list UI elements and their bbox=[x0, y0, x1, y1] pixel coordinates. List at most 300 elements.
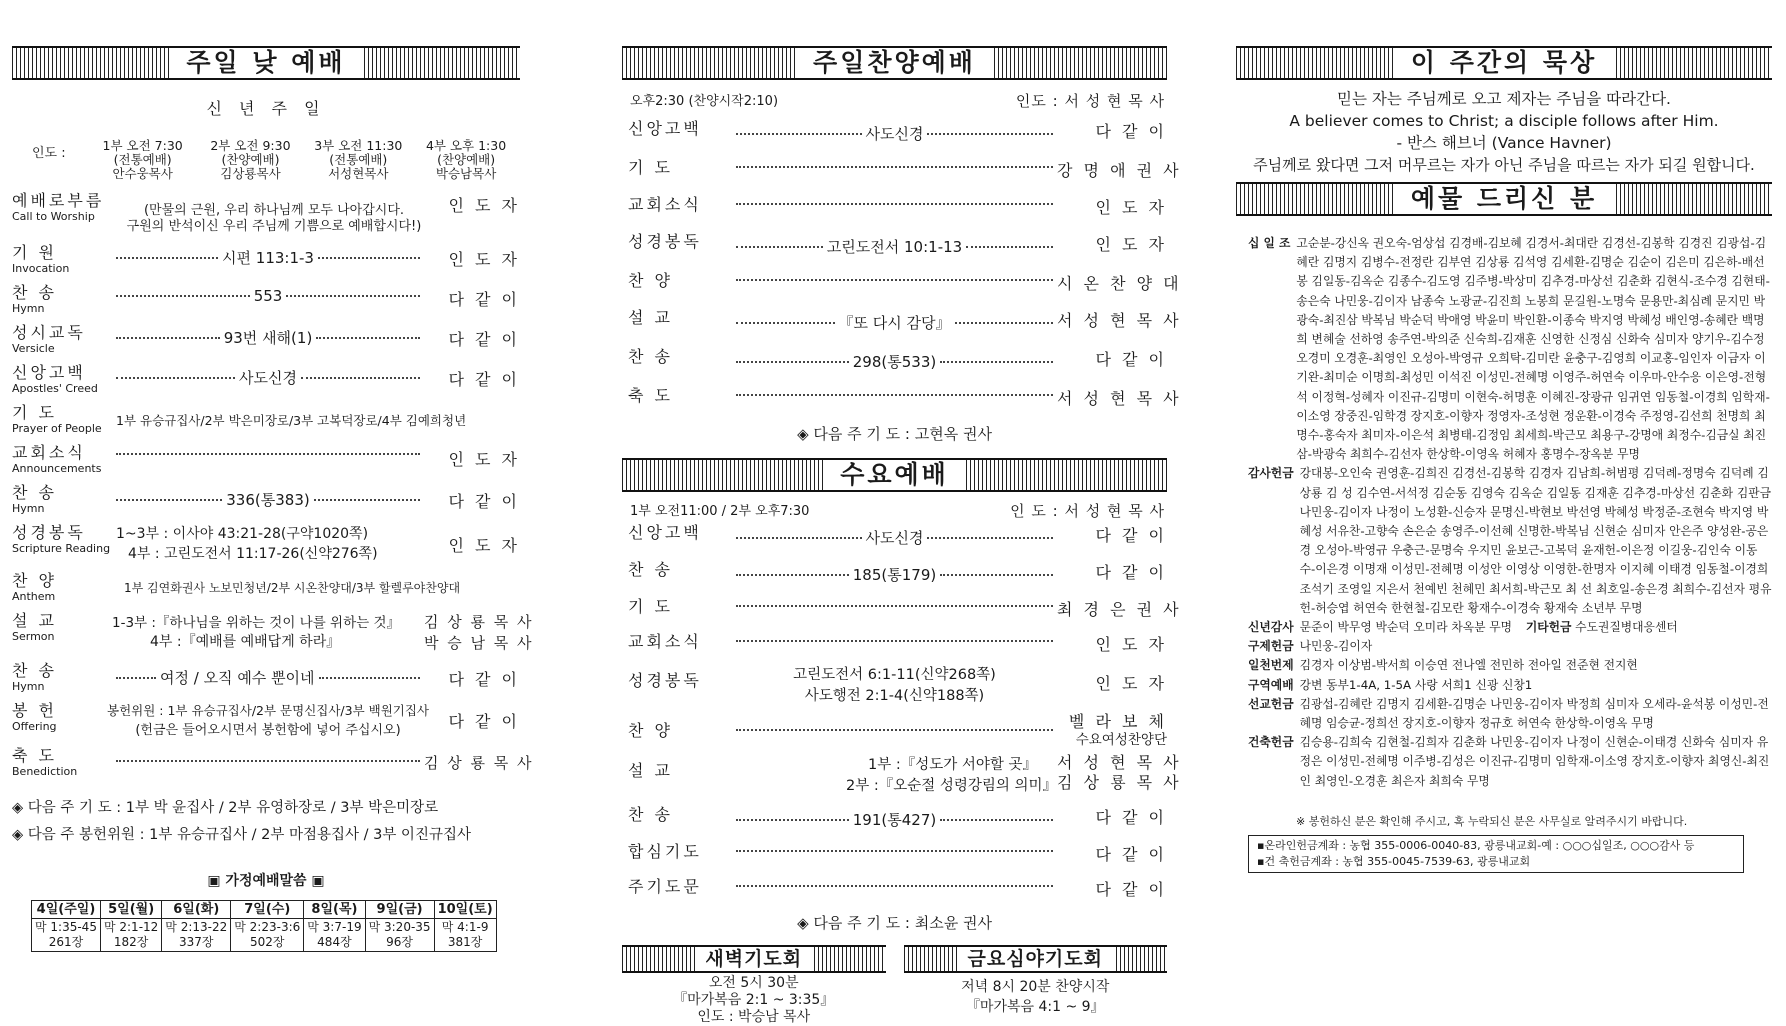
giving-tithe bbox=[1248, 234, 1772, 464]
order-name bbox=[12, 243, 112, 275]
order-en: Benediction bbox=[12, 765, 78, 778]
order-name bbox=[12, 746, 112, 778]
order-mid bbox=[732, 347, 1057, 372]
daily-content-row bbox=[32, 919, 497, 952]
service-4 bbox=[412, 139, 520, 181]
wed-order-9 bbox=[622, 877, 1167, 900]
leader-dots bbox=[927, 133, 1053, 135]
order-mid bbox=[732, 632, 1057, 642]
order-mid bbox=[732, 713, 1057, 731]
friday-line: 『마가복음 4:1 ~ 9』 bbox=[965, 999, 1105, 1015]
order-ko: 찬 송 bbox=[628, 805, 673, 824]
order-name bbox=[622, 597, 732, 617]
giving-label: 감사헌금 bbox=[1248, 466, 1294, 481]
giving-label: 선교헌금 bbox=[1248, 696, 1294, 711]
day-hymn: 182장 bbox=[113, 935, 149, 949]
order-name bbox=[12, 403, 116, 435]
order-leader: 인 도 자 bbox=[1095, 198, 1167, 217]
next-prayer-note: ◈ 다음 주 기 도 : 1부 박 윤집사 / 2부 유영하장로 / 3부 박은미장로 bbox=[12, 800, 439, 816]
giving-building bbox=[1248, 733, 1772, 791]
order-name bbox=[622, 158, 732, 178]
leader-dots bbox=[301, 377, 420, 379]
order-text: 1부 :『성도가 서야할 곳』 bbox=[868, 757, 1037, 773]
order-ko: 기 도 bbox=[12, 403, 57, 422]
service-type: (찬양예배) bbox=[437, 152, 496, 167]
day-header: 6일(화) bbox=[162, 901, 231, 919]
giving-newyear bbox=[1248, 618, 1772, 637]
praise-order-2 bbox=[622, 195, 1167, 218]
day-hymn: 337장 bbox=[179, 935, 214, 949]
order-leader: 다 같 이 bbox=[448, 712, 520, 731]
order-name bbox=[12, 363, 112, 395]
giving-label: 건축헌금 bbox=[1248, 735, 1294, 750]
praise-next-prayer: ◈ 다음 주 기 도 : 고현옥 권사 bbox=[797, 425, 992, 443]
wed-order-4 bbox=[622, 663, 1167, 705]
order-en: Announcements bbox=[12, 462, 102, 475]
order-ko: 설 교 bbox=[12, 611, 57, 630]
order-mid bbox=[116, 403, 520, 429]
dawn-line: 인도 : 박승남 목사 bbox=[697, 1009, 811, 1025]
service-leader: 김상룡목사 bbox=[220, 166, 281, 181]
order-leader: 김 상 룡 목 사 bbox=[424, 754, 534, 772]
order-leader: 서 성 현 목 사 bbox=[1057, 753, 1182, 772]
giving-label: 신년감사 bbox=[1248, 620, 1294, 635]
leader-dots bbox=[736, 729, 1053, 731]
day-cell bbox=[365, 919, 434, 952]
service-type: (전통예배) bbox=[329, 152, 388, 167]
order-leaders bbox=[1057, 753, 1182, 793]
giving-names: 김승용-김희숙 김현철-김희자 김춘화 나민웅-김이자 나정이 신현순-이태경 신화숙 심미자 유정은 이성민-전혜명 이주병-김성은 이진규-김명미 임학재-이소영 장지호-이향자 최영신-최진인 최영인-오경훈 최은자 최희숙 무명 bbox=[1299, 735, 1770, 788]
order-leader: 다 같 이 bbox=[448, 370, 520, 389]
order-mid bbox=[112, 283, 424, 305]
order-leader: 인 도 자 bbox=[448, 536, 520, 555]
praise-leader: 인도 : 서 성 현 목 사 bbox=[1015, 92, 1165, 110]
order-name bbox=[12, 283, 112, 315]
praise-info bbox=[630, 90, 1165, 111]
meditation-title: 이 주간의 묵상 bbox=[1395, 48, 1613, 78]
order-mid bbox=[112, 443, 424, 455]
service-officers bbox=[32, 139, 520, 181]
order-ko: 신앙고백 bbox=[12, 363, 86, 382]
order-leader: 다 같 이 bbox=[1095, 845, 1167, 864]
leader-dots bbox=[966, 246, 1053, 248]
leader-dots bbox=[116, 377, 235, 379]
wednesday-leader: 인 도 : 서 성 현 목 사 bbox=[1010, 502, 1165, 520]
order-invocation bbox=[12, 243, 520, 275]
order-name bbox=[622, 663, 732, 691]
leader-dots bbox=[940, 574, 1053, 576]
leader-dots bbox=[736, 819, 849, 821]
order-text: 고린도전서 6:1-11(신약268쪽) bbox=[793, 667, 996, 683]
order-ko: 합심기도 bbox=[628, 842, 702, 861]
order-ko: 찬 양 bbox=[628, 721, 673, 740]
daily-worship-title: ▣ 가정예배말씀 ▣ bbox=[207, 873, 325, 889]
daily-header-row bbox=[32, 901, 497, 919]
order-mid bbox=[112, 483, 424, 510]
wed-order-8 bbox=[622, 842, 1167, 865]
call-note-1: (만물의 근원, 우리 하나님께 모두 나아갑시다. bbox=[143, 203, 405, 218]
leader-dots bbox=[955, 322, 1054, 324]
order-en: Versicle bbox=[12, 342, 55, 355]
leader-dots bbox=[318, 257, 420, 259]
order-ko: 찬 송 bbox=[628, 560, 673, 579]
order-leader-2: 김 상 룡 목 사 bbox=[1057, 773, 1182, 792]
leader-dots bbox=[736, 279, 1053, 281]
order-mid bbox=[732, 195, 1057, 205]
praise-service-title: 주일찬양예배 bbox=[797, 48, 992, 78]
wednesday-service-title: 수요예배 bbox=[824, 460, 965, 490]
meditation-line: - 반스 해브너 (Vance Havner) bbox=[1396, 134, 1612, 152]
leader-dots bbox=[116, 760, 420, 762]
building-account: ▪건 축헌금계좌 : 농협 355-0045-7539-63, 광릉내교회 bbox=[1257, 854, 1531, 868]
bank-accounts bbox=[1248, 835, 1744, 873]
order-leader-2: 수요여성찬양단 bbox=[1075, 732, 1167, 748]
day-cell bbox=[434, 919, 496, 952]
giving-names: 강변 동부1-4A, 1-5A 사랑 서희1 신광 신창1 bbox=[1299, 677, 1533, 692]
order-leaders bbox=[1057, 713, 1167, 749]
leader-dots bbox=[736, 394, 1053, 396]
order-name bbox=[12, 191, 124, 223]
order-hymn-3 bbox=[12, 661, 520, 693]
day-header: 10일(토) bbox=[434, 901, 496, 919]
order-ko: 신앙고백 bbox=[628, 523, 702, 542]
praise-order-5 bbox=[622, 308, 1182, 333]
giving-header bbox=[1236, 182, 1772, 216]
giving-names-wrap bbox=[1300, 618, 1772, 637]
order-text: 고린도전서 10:1-13 bbox=[826, 238, 963, 256]
order-text: 시편 113:1-3 bbox=[222, 249, 314, 267]
order-name bbox=[622, 271, 732, 291]
order-name bbox=[12, 323, 112, 355]
wed-order-7 bbox=[622, 805, 1167, 830]
giving-names: 나민웅-김이자 bbox=[1299, 639, 1373, 654]
day-hymn: 381장 bbox=[447, 935, 483, 949]
friday-prayer-header bbox=[904, 945, 1168, 973]
order-name bbox=[622, 386, 732, 406]
order-name bbox=[622, 877, 732, 897]
meditation-header bbox=[1236, 46, 1772, 80]
order-mid bbox=[732, 805, 1057, 830]
order-leader: 서 성 현 목 사 bbox=[1057, 389, 1182, 408]
order-en: Hymn bbox=[12, 502, 45, 515]
day-header: 7일(수) bbox=[231, 901, 304, 919]
day-cell bbox=[162, 919, 231, 952]
wed-order-0 bbox=[622, 523, 1167, 548]
dawn-line: 『마가복음 2:1 ~ 3:35』 bbox=[673, 992, 835, 1008]
order-leader: 김 상 룡 목 사 bbox=[424, 613, 534, 631]
giving-thousand bbox=[1248, 656, 1772, 675]
order-ko: 주기도문 bbox=[628, 877, 702, 896]
giving-names: 고순분-강신옥 권오숙-엄상섭 김경배-김보혜 김경서-최대란 김경선-김봉학 김경진 김광섭-김혜란 김명지 김병수-전정란 김부연 김상룡 김석영 김세환-김명순 김순이 김은미 김은하-배선봉 김일동-김옥순 김종수-김도영 김주병-박상미 김추경-마상선 김춘화 김현식-조수경 김현태-송은숙 나민웅-김이자 남종숙 노광균-김진희 노봉희 문길원-노명숙 문용만-최심례 문지민 박광숙-최진삼 박복님 박순덕 박애영 박윤미 박인환-이종숙 박지영 박혜성 배인영-송혜란 백명희 변혜술 선하영 송주연-박의준 신숙희-김재훈 신영한 신정심 신화숙 심미자 양기우-김수정 오경미 오경훈-최영인 오성아-박영규 오희탁-김미란 윤충구-김영희 이교홍-임인자 이금자 이기완-최미순 이명희-최성민 이석진 이성민-전혜명 이영주-허연숙 이우마-안수응 이은영-전형석 이정혁-성혜자 이진규-김명미 이현숙-허명훈 이혜진-장광규 임귀연 임동철-이경희 임학재-이소영 장중진-임학경 장지호-이향자 정영자-조성현 정운환-이경숙 주정영-김선희 천명희 최명수-홍숙자 최미자-이은석 최병태-김정임 최세희-박근모 최용구-강명애 최정수-김금실 최진삼-박광숙 최희수-김선자 한상학-이영옥 허혜자 홍명수-장옥분 무명 bbox=[1296, 236, 1770, 462]
day-ref: 막 2:1-12 bbox=[103, 920, 159, 934]
order-ko: 찬 송 bbox=[12, 483, 57, 502]
order-text: 1부 유승규집사/2부 박은미장로/3부 고복덕장로/4부 김예희청년 bbox=[116, 413, 467, 428]
call-note-2: 구원의 반석이신 우리 주님께 기쁨으로 예배합시다!) bbox=[126, 219, 422, 234]
order-leader: 다 같 이 bbox=[1095, 808, 1167, 827]
order-text: 사도신경 bbox=[239, 369, 297, 387]
dawn-prayer-header bbox=[622, 945, 886, 973]
order-en: Hymn bbox=[12, 680, 45, 693]
order-name bbox=[622, 195, 732, 215]
giving-mission bbox=[1248, 695, 1772, 733]
order-ko: 성경봉독 bbox=[628, 232, 702, 251]
order-leader: 인 도 자 bbox=[1095, 674, 1167, 693]
order-ko: 설 교 bbox=[628, 308, 673, 327]
order-leader: 벨 라 보 체 bbox=[1068, 712, 1167, 731]
giving-label: 구제헌금 bbox=[1248, 639, 1294, 654]
order-leaders bbox=[424, 611, 534, 653]
meditation-line: A believer comes to Christ; a disciple follows after Him. bbox=[1289, 112, 1719, 130]
order-leader: 다 같 이 bbox=[448, 330, 520, 349]
order-text: 191(통427) bbox=[852, 811, 937, 829]
day-cell bbox=[231, 919, 304, 952]
praise-order-3 bbox=[622, 232, 1167, 257]
leader-dots bbox=[116, 453, 420, 455]
day-cell bbox=[100, 919, 161, 952]
day-ref: 막 4:1-9 bbox=[441, 920, 489, 934]
service-time: 3부 오전 11:30 bbox=[314, 138, 403, 153]
meditation-line: 주님께로 왔다면 그저 머무르는 자가 아닌 주님을 따르는 자가 되길 원합니다. bbox=[1253, 156, 1755, 174]
day-ref: 막 3:7-19 bbox=[307, 920, 362, 934]
order-mid bbox=[732, 842, 1057, 852]
day-ref: 막 2:23-3:6 bbox=[234, 920, 301, 934]
leader-dots bbox=[314, 499, 420, 501]
order-sermon bbox=[12, 611, 534, 653]
giving-label: 기타헌금 bbox=[1525, 620, 1572, 635]
order-text: 여정 / 오직 예수 뿐이네 bbox=[160, 669, 315, 687]
online-account: ▪온라인헌금계좌 : 농협 355-0006-0040-83, 광릉내교회-예 : ○○○십일조, ○○○감사 등 bbox=[1257, 838, 1695, 852]
order-ko: 신앙고백 bbox=[628, 119, 702, 138]
order-text: 1-3부 :『하나님을 위하는 것이 나를 위하는 것』 bbox=[112, 615, 401, 631]
order-text: 553 bbox=[253, 287, 283, 305]
leader-dots bbox=[116, 257, 218, 259]
friday-line: 저녁 8시 20분 찬양시작 bbox=[961, 979, 1110, 995]
order-leader-2: 박 승 남 목 사 bbox=[424, 634, 534, 652]
wed-order-2 bbox=[622, 597, 1182, 620]
order-name bbox=[622, 753, 732, 781]
praise-order-7 bbox=[622, 386, 1182, 409]
order-mid bbox=[112, 746, 424, 762]
service-leader: 박승남목사 bbox=[435, 166, 497, 181]
praise-order-1 bbox=[622, 158, 1182, 181]
day-hymn: 484장 bbox=[317, 935, 352, 949]
order-name bbox=[12, 523, 116, 555]
wednesday-info bbox=[630, 500, 1165, 521]
order-name bbox=[622, 560, 732, 580]
order-ko: 성시교독 bbox=[12, 323, 86, 342]
order-name bbox=[622, 632, 732, 652]
leader-dots bbox=[736, 640, 1053, 642]
order-name bbox=[622, 842, 732, 862]
giving-title: 예물 드리신 분 bbox=[1395, 184, 1613, 214]
leader-dots bbox=[736, 850, 1053, 852]
order-text-2: 4부 : 고린도전서 11:17-26(신약276쪽) bbox=[128, 546, 378, 562]
order-text: 사도신경 bbox=[865, 125, 924, 143]
service-2 bbox=[197, 139, 305, 181]
order-mid bbox=[732, 271, 1057, 281]
order-ko: 찬 양 bbox=[12, 571, 57, 590]
leader-dots bbox=[116, 499, 222, 501]
order-name bbox=[622, 308, 732, 328]
order-leader: 최 경 은 권 사 bbox=[1057, 600, 1182, 619]
order-leader: 다 같 이 bbox=[448, 670, 520, 689]
giving-footnote: ※ 봉헌하신 분은 확인해 주시고, 혹 누락되신 분은 사무실로 알려주시기 바랍니다. bbox=[1296, 814, 1688, 828]
leader-dots bbox=[736, 322, 835, 324]
giving-district bbox=[1248, 676, 1772, 695]
order-ko: 교회소식 bbox=[628, 195, 702, 214]
leader-dots bbox=[319, 677, 420, 679]
leader-dots bbox=[736, 133, 862, 135]
leader-dots bbox=[736, 203, 1053, 205]
order-leader: 강 명 애 권 사 bbox=[1057, 161, 1182, 180]
service-1 bbox=[89, 139, 197, 181]
order-mid bbox=[116, 523, 424, 563]
friday-prayer bbox=[904, 945, 1168, 1026]
order-leader: 인 도 자 bbox=[1095, 235, 1167, 254]
day-cell bbox=[32, 919, 101, 952]
day-ref: 막 2:13-22 bbox=[165, 920, 228, 934]
next-offering-note: ◈ 다음 주 봉헌위원 : 1부 유승규집사 / 2부 마점용집사 / 3부 이진규집사 bbox=[12, 827, 471, 843]
order-text-2: (헌금은 들어오시면서 봉헌함에 넣어 주십시오) bbox=[135, 723, 401, 738]
order-leader: 다 같 이 bbox=[1095, 526, 1167, 545]
day-header: 8일(목) bbox=[304, 901, 365, 919]
praise-order-6 bbox=[622, 347, 1167, 372]
order-mid bbox=[732, 560, 1057, 585]
order-mid bbox=[732, 597, 1057, 607]
order-en: Prayer of People bbox=[12, 422, 102, 435]
order-ko: 기 원 bbox=[12, 243, 57, 262]
order-hymn-1 bbox=[12, 283, 520, 315]
leader-dots bbox=[940, 361, 1053, 363]
order-text: 사도신경 bbox=[865, 529, 924, 547]
order-announcements bbox=[12, 443, 520, 475]
order-mid bbox=[732, 386, 1057, 396]
leader-dots bbox=[927, 537, 1053, 539]
order-en: Invocation bbox=[12, 262, 70, 275]
order-leader: 인 도 자 bbox=[448, 250, 520, 269]
day-ref: 막 3:20-35 bbox=[368, 920, 431, 934]
order-ko: 성경봉독 bbox=[628, 671, 702, 690]
order-text: 『또 다시 감당』 bbox=[838, 314, 951, 332]
order-en: Apostles' Creed bbox=[12, 382, 98, 395]
giving-label: 일천번제 bbox=[1248, 658, 1294, 673]
order-ko: 축 도 bbox=[12, 746, 57, 765]
order-creed bbox=[12, 363, 520, 395]
order-name bbox=[622, 713, 732, 741]
day-ref: 막 1:35-45 bbox=[35, 920, 97, 934]
dawn-line: 오전 5시 30분 bbox=[708, 975, 799, 991]
order-versicle bbox=[12, 323, 520, 355]
order-ko: 기 도 bbox=[628, 597, 673, 616]
order-en: Call to Worship bbox=[12, 210, 95, 223]
order-mid bbox=[732, 663, 1057, 705]
service-leader: 서성현목사 bbox=[328, 166, 389, 181]
call-note bbox=[124, 191, 424, 235]
dawn-prayer bbox=[622, 945, 886, 1026]
order-mid bbox=[112, 323, 424, 348]
order-ko: 찬 송 bbox=[12, 283, 57, 302]
day-cell bbox=[304, 919, 365, 952]
leader-dots bbox=[116, 337, 220, 339]
order-leader: 다 같 이 bbox=[1095, 122, 1167, 141]
prayer-meetings bbox=[622, 945, 1167, 1026]
order-text: 봉헌위원 : 1부 유승규집사/2부 문명신집사/3부 백원기집사 bbox=[107, 703, 430, 718]
giving-thanks bbox=[1248, 464, 1772, 618]
giving-names: 문준이 박무영 박순덕 오미라 차옥분 무명 bbox=[1299, 620, 1513, 635]
order-text: 185(통179) bbox=[852, 566, 937, 584]
sunday-service-title: 주일 낮 예배 bbox=[170, 48, 361, 78]
leader-dots bbox=[736, 246, 823, 248]
order-leader: 다 같 이 bbox=[448, 290, 520, 309]
order-ko: 교회소식 bbox=[628, 632, 702, 651]
order-en: Sermon bbox=[12, 630, 55, 643]
wed-order-3 bbox=[622, 632, 1167, 655]
order-leader: 인 도 자 bbox=[448, 450, 520, 469]
meditation-text bbox=[1236, 88, 1772, 176]
wed-order-5 bbox=[622, 713, 1167, 749]
order-mid bbox=[124, 571, 520, 596]
order-mid bbox=[732, 753, 1057, 795]
order-en: Scripture Reading bbox=[12, 542, 111, 555]
order-leader: 다 같 이 bbox=[448, 492, 520, 511]
giving-label: 구역예배 bbox=[1248, 677, 1294, 692]
order-benediction bbox=[12, 746, 534, 778]
giving-names: 김경자 이상범-박서희 이승연 전나엘 전민하 전아일 전준현 전지현 bbox=[1299, 658, 1638, 673]
service-3 bbox=[304, 139, 412, 181]
meditation-giving-column bbox=[1236, 46, 1772, 873]
giving-list bbox=[1248, 234, 1772, 791]
order-leader: 인 도 자 bbox=[1095, 635, 1167, 654]
wednesday-time: 1부 오전11:00 / 2부 오후7:30 bbox=[630, 504, 810, 519]
order-mid bbox=[732, 158, 1057, 168]
leader-dots bbox=[736, 605, 1053, 607]
order-mid bbox=[732, 308, 1057, 333]
order-name bbox=[12, 611, 112, 643]
order-ko: 예배로부름 bbox=[12, 191, 105, 210]
meditation-line: 믿는 자는 주님께로 오고 제자는 주님을 따라간다. bbox=[1337, 90, 1671, 108]
sunday-subtitle: 신 년 주 일 bbox=[206, 99, 326, 118]
day-hymn: 502장 bbox=[250, 935, 285, 949]
day-hymn: 261장 bbox=[48, 935, 84, 949]
order-text: 298(통533) bbox=[852, 353, 937, 371]
leader-dots bbox=[286, 295, 420, 297]
service-time: 1부 오전 7:30 bbox=[102, 138, 183, 153]
sunday-service-header bbox=[12, 46, 520, 80]
order-en: Offering bbox=[12, 720, 57, 733]
order-leader: 시 온 찬 양 대 bbox=[1057, 274, 1182, 293]
order-scripture bbox=[12, 523, 520, 563]
sunday-service-column bbox=[12, 46, 534, 952]
order-name bbox=[622, 347, 732, 367]
day-header: 9일(금) bbox=[365, 901, 434, 919]
order-name bbox=[622, 523, 732, 543]
order-text-2: 4부 :『예배를 예배답게 하라』 bbox=[150, 634, 341, 650]
order-ko: 기 도 bbox=[628, 158, 673, 177]
friday-prayer-title: 금요심야기도회 bbox=[958, 947, 1113, 971]
evening-services-column bbox=[622, 46, 1182, 1026]
order-mid bbox=[732, 877, 1057, 887]
order-name bbox=[12, 443, 112, 475]
order-mid bbox=[112, 611, 424, 651]
order-mid bbox=[732, 232, 1057, 257]
order-en: Hymn bbox=[12, 302, 45, 315]
order-leader: 다 같 이 bbox=[1095, 563, 1167, 582]
order-leader: 서 성 현 목 사 bbox=[1057, 311, 1182, 330]
order-name bbox=[12, 483, 112, 515]
order-name bbox=[12, 661, 112, 693]
day-hymn: 96장 bbox=[386, 935, 414, 949]
order-text: 1부 김연화권사 노보민청년/2부 시온찬양대/3부 할렐루야찬양대 bbox=[124, 581, 461, 595]
